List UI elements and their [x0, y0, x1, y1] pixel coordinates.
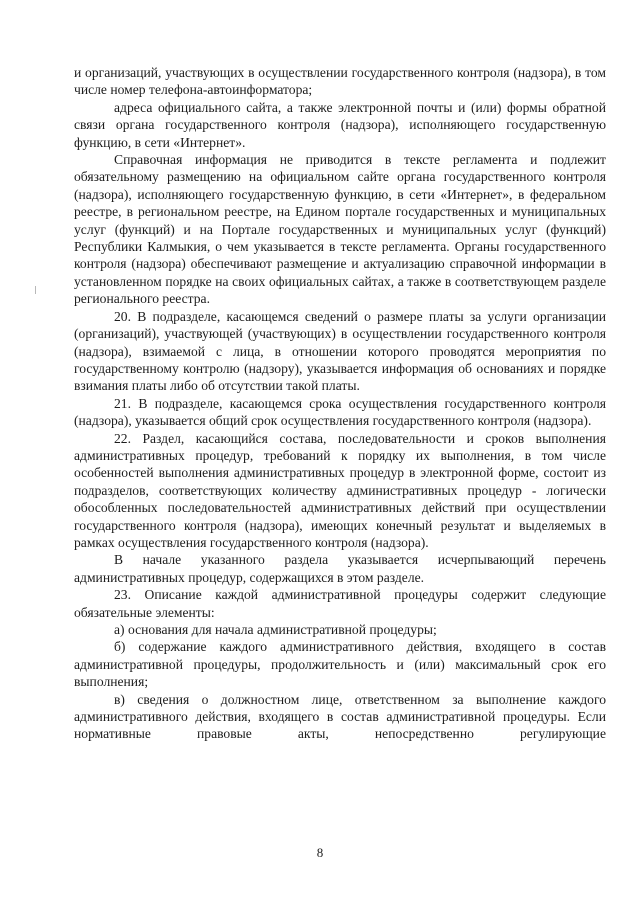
list-item-v: в) сведения о должностном лице, ответственном за выполнение каждого административного действия, входящего в состав административной процедуры. Если нормативные правовые акты, непосредственно регулирующие	[74, 691, 606, 742]
paragraph-21: 21. В подразделе, касающемся срока осуществления государственного контроля (надзора), указывается общий срок осуществления государственного контроля (надзора).	[74, 395, 606, 429]
list-item-b: б) содержание каждого административного действия, входящего в состав административной процедуры, продолжительность и (или) максимальный срок его выполнения;	[74, 639, 606, 690]
list-item-a: а) основания для начала административной процедуры;	[114, 622, 437, 637]
document-body	[74, 64, 606, 743]
paragraph-3: Справочная информация не приводится в тексте регламента и подлежит обязательному размещению на официальном сайте органа государственного контроля (надзора), исполняющего государственную функцию, в сети «Интернет», в федеральном реестре, в региональном реестре, на Едином портале государственных и муниципальных услуг (функций) и на Портале государственных и муниципальных услуг (функций) Республики Калмыкия, о чем указывается в тексте регламента. Органы государственного контроля (надзора) обеспечивают размещение и актуализацию справочной информации в установленном порядке на своих официальных сайтах, а также в соответствующем разделе регионального реестра.	[74, 152, 606, 307]
paragraph-2: адреса официального сайта, а также электронной почты и (или) формы обратной связи органа государственного контроля (надзора), исполняющего государственную функцию, в сети «Интернет».	[74, 99, 606, 150]
page-number: 8	[316, 845, 324, 860]
paragraph-1: и организаций, участвующих в осуществлении государственного контроля (надзора), в том числе номер телефона-автоинформатора;	[74, 65, 606, 98]
scan-margin-mark	[35, 286, 36, 294]
paragraph-22-list-intro: В начале указанного раздела указывается исчерпывающий перечень административных процедур, содержащихся в этом разделе.	[74, 552, 606, 585]
paragraph-20: 20. В подразделе, касающемся сведений о размере платы за услуги организации (организаций), участвующей (участвующих) в осуществлении государственного контроля (надзора), взимаемой с лица, в отношении которого проводятся мероприятия по государственному контролю (надзору), указывается информация об основаниях и порядке взимания платы либо об отсутствии такой платы.	[74, 308, 606, 394]
paragraph-23: 23. Описание каждой административной процедуры содержит следующие обязательные элементы:	[74, 587, 606, 620]
paragraph-22: 22. Раздел, касающийся состава, последовательности и сроков выполнения административных процедур, требований к порядку их выполнения, в том числе особенностей выполнения административных процедур в электронной форме, состоит из подразделов, соответствующих количеству административных процедур - логически обособленных последовательностей административных действий при осуществлении государственного контроля (надзора), имеющих конечный результат и выделяемых в рамках осуществления государственного контроля (надзора).	[74, 430, 606, 550]
